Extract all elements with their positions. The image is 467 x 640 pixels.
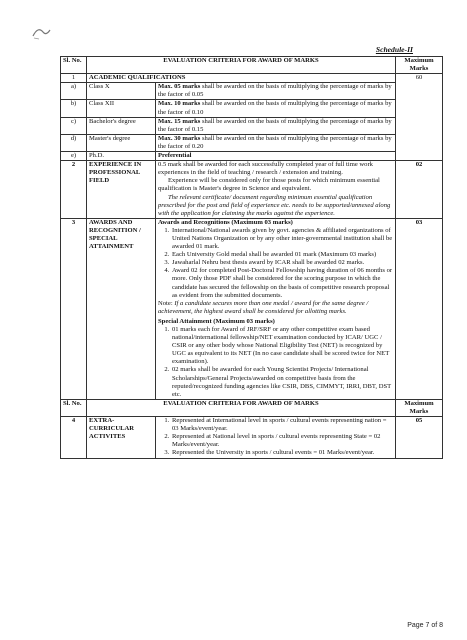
extra-criteria [156,417,396,458]
list-item: 1. International/National awards given by govt. agencies & affiliated organizations of United Nations Organization or by any other inter-governmental institution shall be awarded 01 mark. [171,227,393,251]
special-attainment-heading: Special Attainment (Maximum 03 marks) [158,317,275,325]
section-title: AWARDS AND RECOGNITION / SPECIAL ATTAINMENT [87,218,156,399]
table-row [61,117,443,134]
scan-mark [30,24,52,40]
section-title: ACADEMIC QUALIFICATIONS [87,74,396,83]
marks-highlight: Max. 05 marks [158,83,201,91]
section-marks: 03 [396,218,443,399]
section-number: 1 [61,74,87,83]
table-row [61,152,443,161]
list-item: 2. Represented at National level in sports / cultural events representing State = 02 Marks/event/year. [171,433,393,449]
awards-criteria [156,218,396,399]
section-marks: 60 [396,74,443,161]
marks-highlight: Preferential [158,152,192,160]
section-title: EXPERIENCE IN PROFESSIONAL FIELD [87,161,156,219]
table-row [61,134,443,151]
criteria-detail: shall be awarded on the basis of multiplying the percentage of marks by the factor of 0.05 [158,83,392,99]
marks-highlight: Max. 15 marks [158,117,201,125]
list-item: 1. Represented at International level in sports / cultural events representing nation = 03 Marks/event/year. [171,417,393,433]
section-academic-row [61,74,443,83]
table-header-row-repeat [61,399,443,416]
section-extra-row [61,417,443,458]
criteria-detail: shall be awarded on the basis of multiplying the percentage of marks by the factor of 0.20 [158,134,392,150]
list-item: 3. Jawaharlal Nehru best thesis award by ICAR shall be awarded 02 marks. [171,259,393,267]
row-label: b) [61,100,87,117]
note-label: Note: [158,299,175,307]
experience-paragraph: 0.5 mark shall be awarded for each successfully completed year of full time work experiences in the field of teaching / research / extension and training. [158,161,373,177]
qualification-level: Bachelor's degree [87,117,156,134]
section-number: 4 [61,417,87,458]
experience-criteria [156,161,396,219]
criteria-header: EVALUATION CRITERIA FOR AWARD OF MARKS [87,57,396,74]
schedule-label: Schedule-II [375,45,413,54]
criteria-text [156,100,396,117]
qualification-level: Master's degree [87,134,156,151]
section-marks: 02 [396,161,443,219]
section-marks: 05 [396,417,443,458]
sl-no-header: Sl. No. [61,57,87,74]
max-marks-header: Maximum Marks [396,57,443,74]
awards-note [158,300,393,316]
sl-no-header: Sl. No. [61,399,87,416]
section-number: 2 [61,161,87,219]
list-item: 3. Represented the University in sports / cultural events = 01 Marks/event/year. [171,449,393,457]
list-item: 4. Award 02 for completed Post-Doctoral Fellowship having duration of 06 months or more. Only those PDF shall be considered for the scoring purpose in which the candidate has secured the fellowship on the basis of competitive research proposal as evident from the submitted documents. [171,267,393,299]
row-label: e) [61,152,87,161]
section-title: EXTRA-CURRICULAR ACTIVITES [87,417,156,458]
page-number: Page 7 of 8 [407,622,443,629]
table-row [61,100,443,117]
special-attainment-list [158,326,393,399]
awards-heading: Awards and Recognitions (Maximum 03 marks) [158,218,293,226]
marks-highlight: Max. 10 marks [158,100,201,108]
criteria-text [156,117,396,134]
extra-list [158,417,393,457]
row-label: d) [61,134,87,151]
list-item: 1. 01 marks each for Award of JRF/SRF or any other competitive exam based national/international fellowship/NET examination conducted by ICAR/ UGC / CSIR or any other body whose National Eligibility Test (NET) is recognized by UGC as equivalent to its NET (In no case candidate shall be scored twice for NET examination). [171,326,393,366]
criteria-text [156,83,396,100]
qualification-level: Ph.D. [87,152,156,161]
marks-highlight: Max. 30 marks [158,134,201,142]
criteria-text [156,152,396,161]
table-header-row [61,57,443,74]
experience-paragraph: Experience will be considered only for those posts for which minimum essential qualification is Master's degree in Science and equivalent. [158,177,380,193]
awards-list [158,227,393,300]
max-marks-header: Maximum Marks [396,399,443,416]
criteria-text [156,134,396,151]
section-experience-row [61,161,443,219]
list-item: 2. Each University Gold medal shall be awarded 01 mark (Maximum 03 marks) [171,251,393,259]
row-label: c) [61,117,87,134]
section-awards-row [61,218,443,399]
criteria-detail: shall be awarded on the basis of multiplying the percentage of marks by the factor of 0.15 [158,117,392,133]
experience-note: The relevant certificate/ document regarding minimum essential qualification prescribed for the post and field of experience etc. needs to be supported/annexed along with the application for claiming the marks against the experience. [158,193,391,217]
note-text: If a candidate secures more than one medal / award for the same degree / achievement, the highest award shall be considered for allotting marks. [158,299,369,315]
row-label: a) [61,83,87,100]
section-number: 3 [61,218,87,399]
criteria-detail: shall be awarded on the basis of multiplying the percentage of marks by the factor of 0.10 [158,100,392,116]
evaluation-criteria-table [60,56,443,459]
list-item: 2. 02 marks shall be awarded for each Young Scientist Projects/ International Scholarships/General Projects/awarded on competitive basis from the reputed/recognized funding agencies like CSIR, DBS, CIMMYT, IRRI, DBT, DST etc. [171,366,393,398]
qualification-level: Class XII [87,100,156,117]
table-row [61,83,443,100]
criteria-header: EVALUATION CRITERIA FOR AWARD OF MARKS [87,399,396,416]
qualification-level: Class X [87,83,156,100]
